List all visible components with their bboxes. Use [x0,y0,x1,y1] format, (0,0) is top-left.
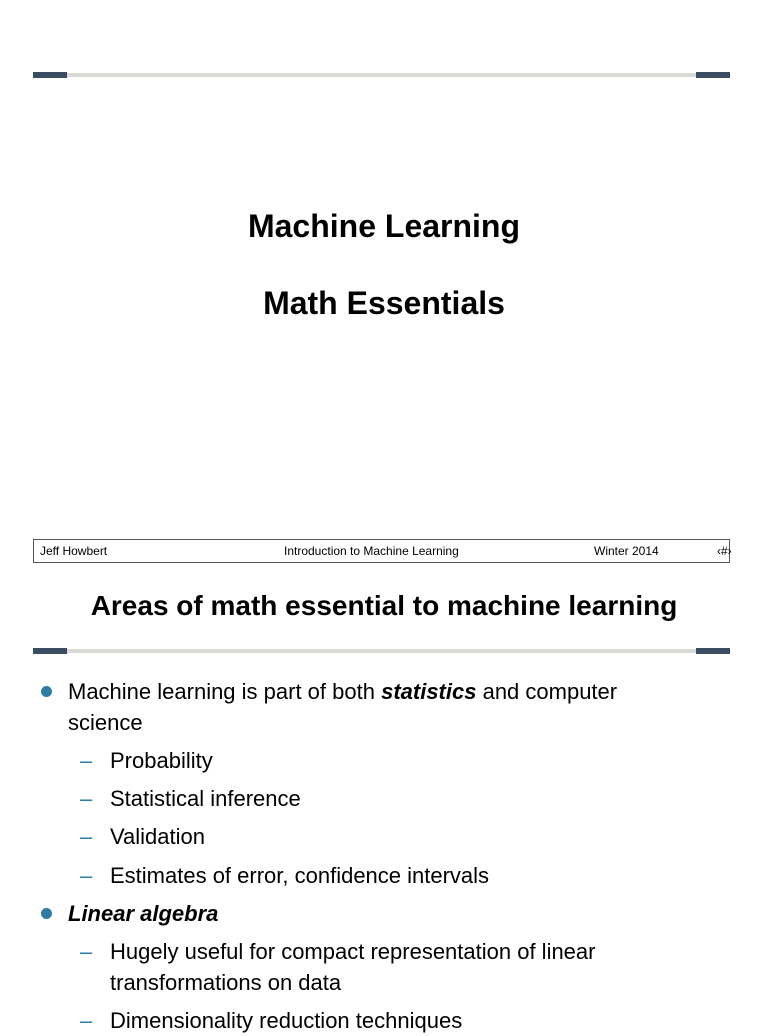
dash-icon: – [80,863,93,888]
sub-item: Validation [110,824,205,849]
slide-title-line-1: Machine Learning [247,208,521,244]
dash-icon: – [80,824,93,849]
footer-page-number: ‹#› [717,544,732,558]
bullet-dot-icon [41,908,52,919]
bullet-2-text: Linear algebra [68,901,219,926]
bullet-1-emphasis: statistics [381,679,477,704]
bullet-1-text [68,676,617,707]
sub-item: Hugely useful for compact representation of linear [110,939,596,964]
bullet-1-line-2: science [68,710,143,735]
slide-title-line-2: Math Essentials [263,285,505,321]
slide-2-divider-rule [33,648,730,654]
dash-icon: – [80,748,93,773]
bullet-dot-icon [41,686,52,697]
sub-item: Dimensionality reduction techniques [110,1008,463,1033]
slide-2-title: Areas of math essential to machine learning [90,590,678,621]
dash-icon: – [80,1008,93,1033]
top-divider-rule [33,72,730,78]
sub-item: Estimates of error, confidence intervals [110,863,490,888]
bullet-1-prefix: Machine learning is part of both [68,679,382,704]
slide-footer [33,539,730,563]
dash-icon: – [80,939,93,964]
bullet-1-suffix: and computer [476,679,618,704]
footer-term: Winter 2014 [594,544,659,558]
footer-course: Introduction to Machine Learning [284,544,459,558]
footer-author: Jeff Howbert [40,544,108,558]
sub-item: Probability [110,748,213,773]
sub-item: Statistical inference [110,786,301,811]
dash-icon: – [80,786,93,811]
sub-item-continuation: transformations on data [110,970,342,995]
